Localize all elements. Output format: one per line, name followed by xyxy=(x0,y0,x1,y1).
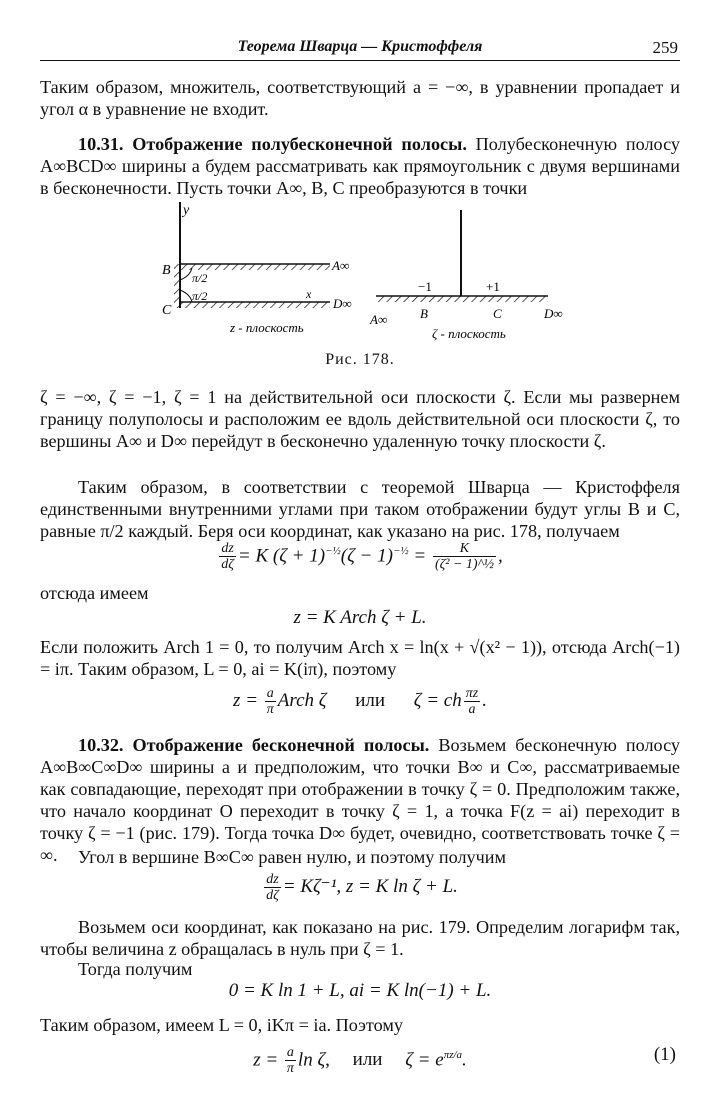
zeta-vertex-d-label: D∞ xyxy=(544,306,563,321)
z-plane-diagram xyxy=(162,202,352,335)
angle-b-label: π/2 xyxy=(192,271,208,285)
equation-2: z = K Arch ζ + L. xyxy=(293,607,427,628)
left-boundary-hatch xyxy=(174,264,180,308)
vertex-c-label: C xyxy=(162,303,172,318)
paragraph-9: Возьмем оси координат, как показано на рис. 179. Определим логарифм так, чтобы величина z обращалась в нуль при ζ = 1. xyxy=(40,917,680,959)
vertex-d-label: D∞ xyxy=(333,296,352,311)
tick-minus-one: −1 xyxy=(418,279,432,294)
paragraph-5: отсюда имеем xyxy=(40,583,149,603)
x-axis-label: x xyxy=(306,287,312,301)
running-title: Теорема Шварца — Кристоффеля xyxy=(237,38,483,55)
equation-6: z = $\frac{a}{\pi}$ ln ζ, или $\zeta = e^{\pi z/a}$. (1) xyxy=(253,1044,676,1077)
equation-5: 0 = K ln 1 + L, ai = K ln(−1) + L. xyxy=(228,980,492,1001)
figure-caption: Рис. 178. xyxy=(325,351,395,368)
zeta-vertex-c-label: C xyxy=(493,306,502,321)
page-number: 259 xyxy=(652,38,678,57)
section-heading-10-32: 10.32. Отображение бесконечной полосы. xyxy=(78,735,430,755)
real-axis-hatch xyxy=(376,296,548,302)
paragraph-8: Угол в вершине B∞C∞ равен нулю, и поэтому получим xyxy=(78,847,507,867)
paragraph-4: Таким образом, в соответствии с теоремой Шварца — Кристоффеля единственными внутренними углами при таком отображении будут углы B и C, равные π/2 каждый. Беря оси координат, как указано на рис. 178, получаем xyxy=(40,477,680,541)
zeta-vertex-a-label: A∞ xyxy=(370,312,388,327)
equation-3: z = $\frac{a}{\pi}$ Arch ζ или ζ = ch $\frac{\pi z}{a}$ . xyxy=(233,686,487,717)
paragraph-11: Таким образом, имеем L = 0, iKπ = ia. Поэтому xyxy=(40,1015,403,1035)
paragraph-3: ζ = −∞, ζ = −1, ζ = 1 на действительной оси плоскости ζ. Если мы развернем границу полуполосы и расположим ее вдоль действительной оси плоскости ζ, то вершины A∞ и D∞ перейдут в бесконечно удаленную точку плоскости ζ. xyxy=(40,387,680,451)
vertex-b-label: B xyxy=(162,263,171,278)
zeta-vertex-b-label: B xyxy=(420,306,428,321)
angle-c-label: π/2 xyxy=(192,289,208,303)
angle-arc-c xyxy=(180,290,192,302)
section-heading-10-31: 10.31. Отображение полубесконечной полосы. xyxy=(78,134,467,154)
paragraph-1: Таким образом, множитель, соответствующий a = −∞, в уравнении пропадает и угол α в уравнение не входит. xyxy=(40,77,680,119)
running-head xyxy=(40,34,680,61)
vertex-a-label: A∞ xyxy=(332,258,350,273)
tick-plus-one: +1 xyxy=(486,279,500,294)
equation-4: $\frac{dz}{d\zeta}$ = Kζ⁻¹, z = K ln ζ + L. xyxy=(266,872,458,903)
zeta-plane-diagram xyxy=(369,210,563,341)
eq1-derivative: $\frac{dz}{d\zeta}$ xyxy=(221,541,234,573)
eq1-rhs-fraction: $\frac{K}{\text{(ζ² − 1)\textasciicircum{}½}}$ xyxy=(434,541,494,573)
section-body-10-32: Возьмем бесконечную полосу A∞B∞C∞D∞ ширины a и предположим, что точки B∞ и C∞, рассматриваемые как совпадающие, переходят при отображении в точку ζ = 0. Предположим также, что начало координат O переходит в точку ζ = 1, а точка F(z = ai) переходит в точку ζ = −1 (рис. 179). Тогда точка D∞ будет, очевидно, соответствовать точке ζ = ∞. xyxy=(40,735,681,865)
y-axis-label: y xyxy=(183,203,190,218)
equation-1: $\frac{dz}{d\zeta}$ = K $(\zeta + 1)^{-\frac{1}{2}}(\zeta - 1)^{-\frac{1}{2}}$ = $\frac{K}{\text{(ζ² − 1)\textasciicircum{}½}}$ , xyxy=(221,541,503,573)
zeta-plane-label: ζ - плоскость xyxy=(432,326,506,341)
equation-number: (1) xyxy=(653,1044,676,1065)
z-plane-label: z - плоскость xyxy=(230,320,304,335)
paragraph-10: Тогда получим xyxy=(78,959,193,979)
paragraph-6: Если положить Arch 1 = 0, то получим Arch x = ln(x + √(x² − 1)), отсюда Arch(−1) = iπ. Таким образом, L = 0, ai = K(iπ), поэтому xyxy=(40,637,680,679)
top-boundary-hatch xyxy=(180,264,330,270)
section-body-10-31: Полубесконечную полосу A∞BCD∞ ширины a будем рассматривать как прямоугольник с двумя вершинами в бесконечности. Пусть точки A∞, B, C преобразуются в точки xyxy=(40,134,681,198)
